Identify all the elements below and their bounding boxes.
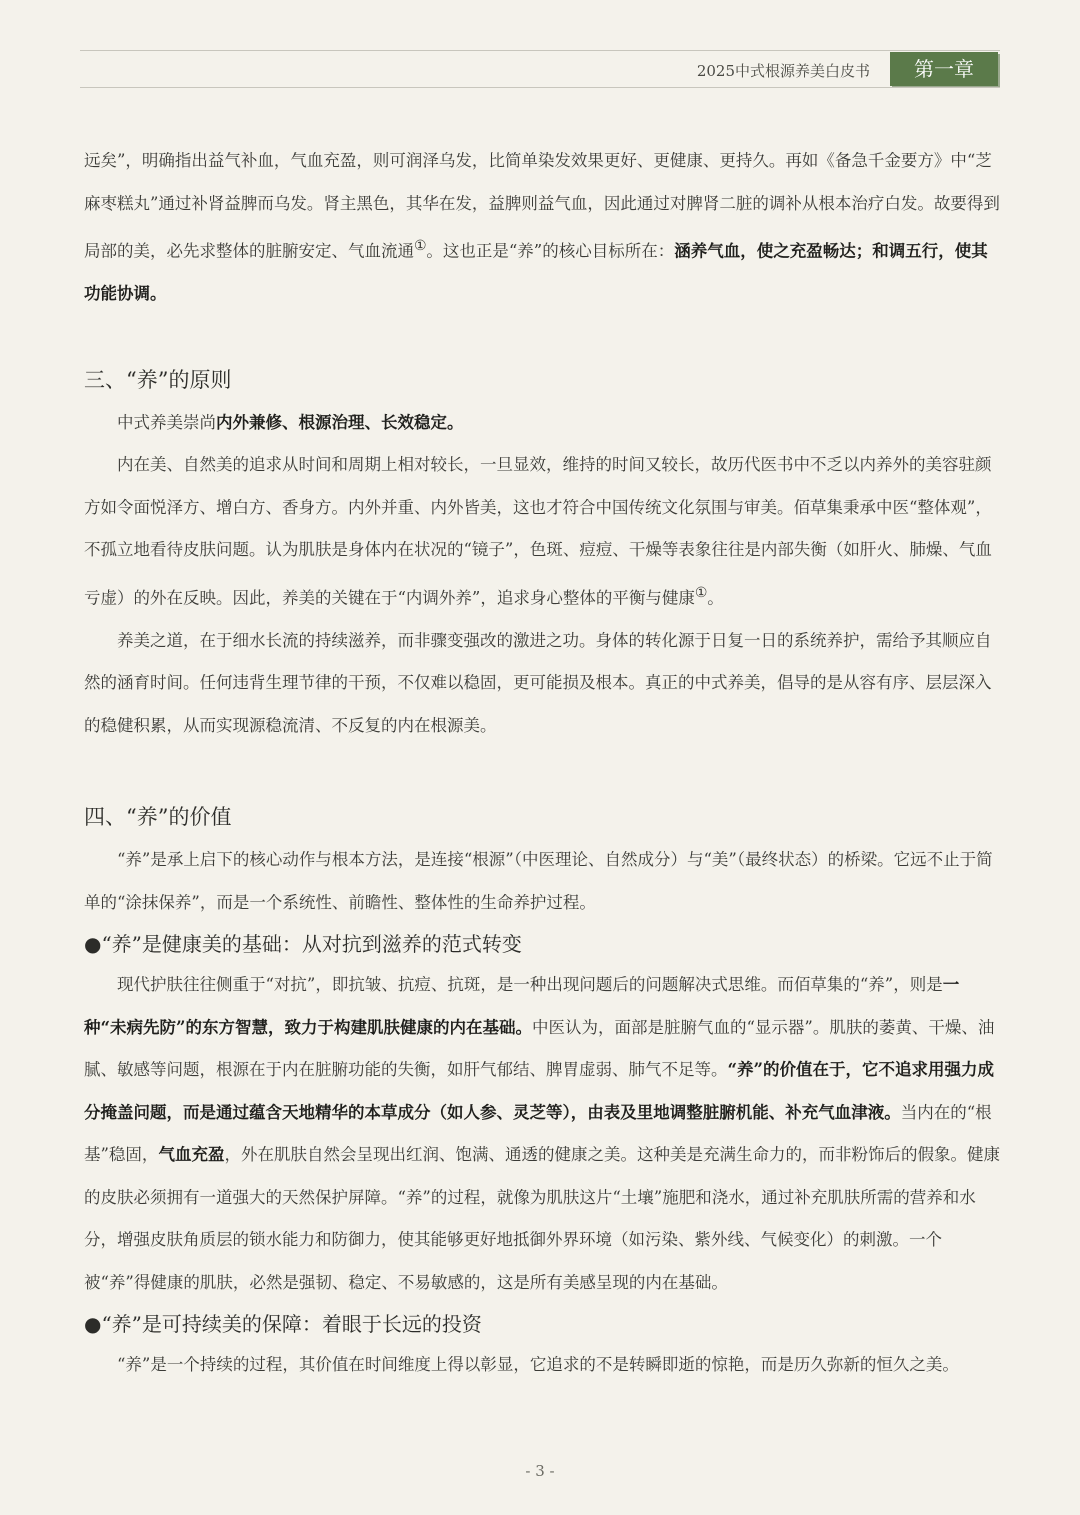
bullet-2-paragraph: “养”是一个持续的过程，其价值在时间维度上得以彰显，它追求的不是转瞬即逝的惊艳，而是历久弥新的恒久之美。 bbox=[117, 1355, 959, 1374]
section-3-heading: 三、“养”的原则 bbox=[84, 367, 232, 392]
header-title: 2025中式根源养美白皮书 bbox=[696, 62, 870, 80]
bullet-heading-2: ●“养”是可持续美的保障：着眼于长远的投资 bbox=[84, 1312, 482, 1336]
header-bottom-rule bbox=[80, 87, 1000, 88]
chapter-tab: 第一章 bbox=[890, 52, 998, 86]
footnote-marker: ① bbox=[694, 584, 708, 601]
main-content bbox=[84, 140, 1000, 1387]
section-3-paragraph-3: 养美之道，在于细水长流的持续滋养，而非骤变强改的激进之功。身体的转化源于日复一日的系统养护，需给予其顺应自然的涵育时间。任何违背生理节律的干预，不仅难以稳固，更可能损及根本。真正的中式养美，倡导的是从容有序、层层深入的稳健积累，从而实现源稳流清、不反复的内在根源美。 bbox=[84, 630, 992, 735]
bullet-heading-1: ●“养”是健康美的基础：从对抗到滋养的范式转变 bbox=[84, 932, 522, 956]
section-3-paragraph-1: 中式养美崇尚内外兼修、根源治理、长效稳定。 bbox=[117, 412, 464, 432]
section-4-heading: 四、“养”的价值 bbox=[84, 805, 232, 829]
bullet-1-paragraph: 现代护肤往往侧重于“对抗”，即抗皱、抗痘、抗斑，是一种出现问题后的问题解决式思维。而佰草集的“养”，则是一种“未病先防”的东方智慧，致力于构建肌肤健康的内在基础。中医认为，面部是脏腑气血的“显示器”。肌肤的萎黄、干燥、油腻、敏感等问题，根源在于内在脏腑功能的失衡，如肝气郁结、脾胃虚弱、肺气不足等。“养”的价值在于，它不追求用强力成分掩盖问题，而是通过蕴含天地精华的本草成分（如人参、灵芝等），由表及里地调整脏腑机能、补充气血津液。当内在的“根基”稳固，气血充盈，外在肌肤自然会呈现出红润、饱满、通透的健康之美。这种美是充满生命力的，而非粉饰后的假象。健康的皮肤必须拥有一道强大的天然保护屏障。“养”的过程，就像为肌肤这片“土壤”施肥和浇水，通过补充肌肤所需的营养和水分，增强皮肤角质层的锁水能力和防御力，使其能够更好地抵御外界环境（如污染、紫外线、气候变化）的刺激。一个被“养”得健康的肌肤，必然是强韧、稳定、不易敏感的，这是所有美感呈现的内在基础。 bbox=[84, 975, 1000, 1292]
page-number: - 3 - bbox=[525, 1462, 555, 1480]
intro-bold-text: 涵养气血，使之充盈畅达；和调五行，使其功能协调。 bbox=[84, 241, 988, 303]
footnote-marker: ① bbox=[414, 238, 427, 254]
section-3-paragraph-2: 内在美、自然美的追求从时间和周期上相对较长，一旦显效，维持的时间又较长，故历代医书中不乏以内养外的美容驻颜方如令面悦泽方、增白方、香身方。内外并重、内外皆美，这也才符合中国传统文化氛围与审美。佰草集秉承中医“整体观”，不孤立地看待皮肤问题。认为肌肤是身体内在状况的“镜子”，色斑、痘痘、干燥等表象往往是内部失衡（如肝火、肺燥、气血亏虚）的外在反映。因此，养美的关键在于“内调外养”，追求身心整体的平衡与健康①。 bbox=[84, 455, 992, 607]
header-top-rule bbox=[80, 50, 1000, 51]
intro-paragraph: 远矣”，明确指出益气补血，气血充盈，则可润泽乌发，比简单染发效果更好、更健康、更持久。再如《备急千金要方》中“芝麻枣糕丸”通过补肾益脾而乌发。肾主黑色，其华在发，益脾则益气血，因此通过对脾肾二脏的调补从根本治疗白发。故要得到局部的美，必先求整体的脏腑安定、气血流通①。这也正是“养”的核心目标所在：涵养气血，使之充盈畅达；和调五行，使其功能协调。 bbox=[84, 151, 1000, 303]
section-4-paragraph-1: “养”是承上启下的核心动作与根本方法，是连接“根源”（中医理论、自然成分）与“美”（最终状态）的桥梁。它远不止于简单的“涂抹保养”，而是一个系统性、前瞻性、整体性的生命养护过程。 bbox=[84, 850, 993, 912]
